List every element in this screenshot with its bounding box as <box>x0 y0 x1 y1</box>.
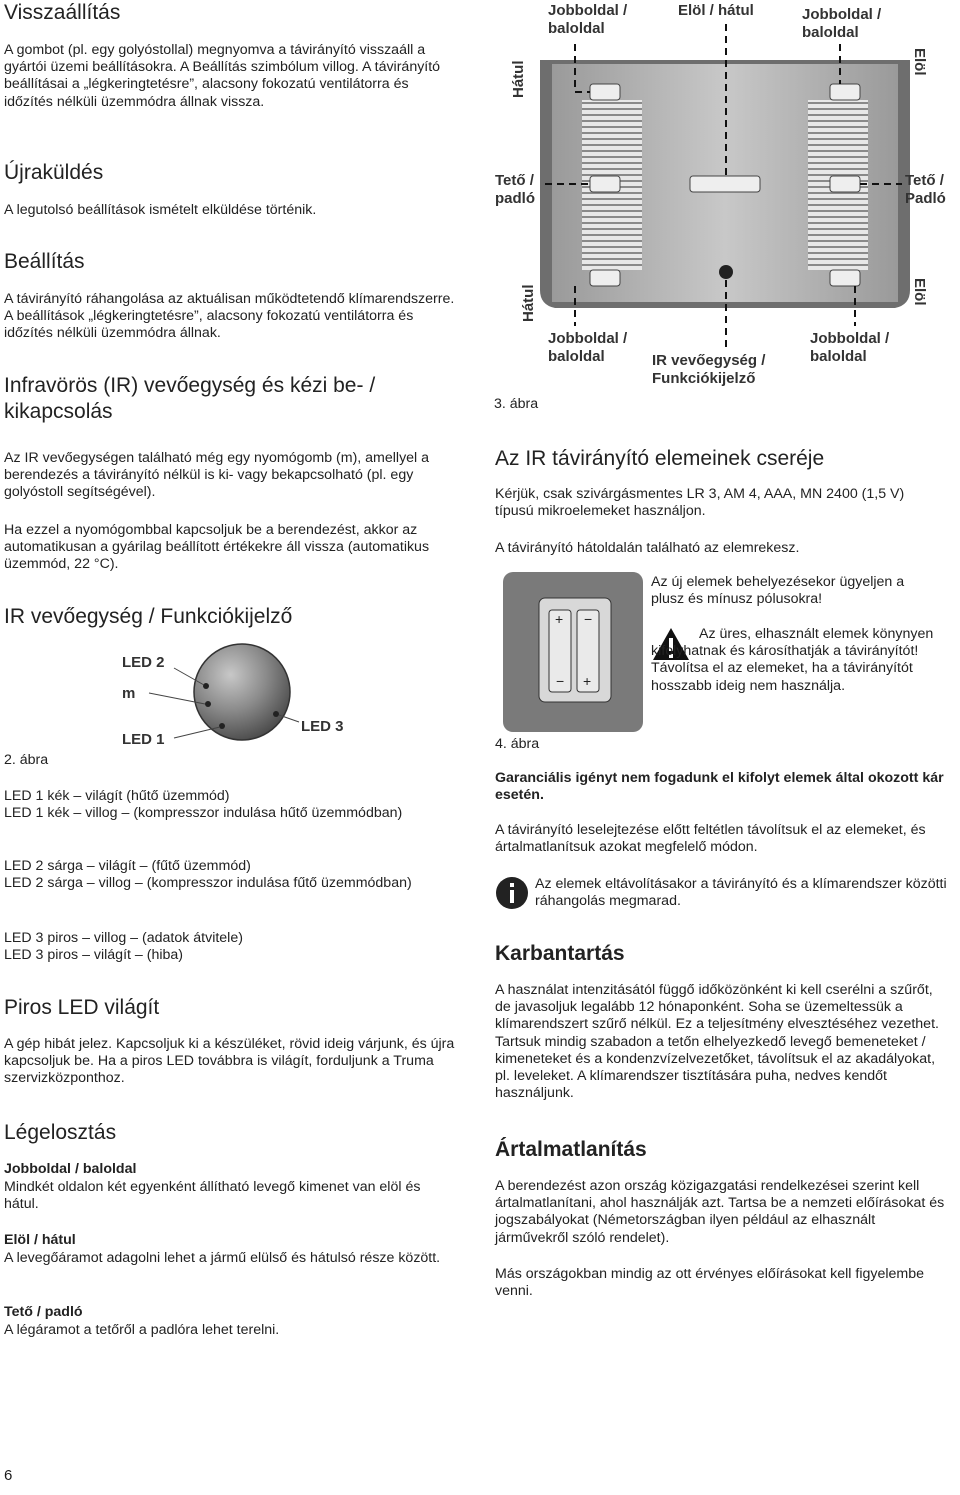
led2-description: LED 2 sárga – világít – (fűtő üzemmód) LED 2 sárga – villog – (kompresszor indulása fűtő üzemmódban) <box>4 858 412 892</box>
disposal-paragraph-1: A berendezést azon ország közigazgatási rendelkezései szerint kell ártalmatlanítani, ahol használják azt. Tartsa be a nemzeti előírásokat és jogszabályokat (Németországban ilyen például az elhasznált járművekről szóló rendelet). <box>495 1178 945 1246</box>
receiver-dome <box>194 644 290 740</box>
ir-paragraph-2: Ha ezzel a nyomógombbal kapcsoljuk be a berendezést, akkor az automatikusan a gyárilag beállított értékekre áll vissza (automatikus üzemmód, 22 °C). <box>4 522 430 573</box>
red-led-paragraph: A gép hibát jelez. Kapcsoljuk ki a készüléket, rövid ideig várjunk, és újra kapcsoljuk be. Ha a piros LED továbbra is világít, forduljunk a Truma szervizközponthoz. <box>4 1036 455 1087</box>
fig3-mid-right-label: Tető / Padló <box>905 172 946 207</box>
fig3-top-left-label: Jobboldal / baloldal <box>548 2 628 37</box>
remote-battery-compartment <box>503 568 653 733</box>
air-sub-side: Jobboldal / baloldal <box>4 1161 137 1177</box>
reset-title: Visszaállítás <box>4 1 121 24</box>
svg-text:+: + <box>555 611 564 627</box>
fig3-front-bottom-label: Elöl <box>911 278 928 306</box>
svg-text:+: + <box>583 673 592 689</box>
figure-4 <box>495 568 955 758</box>
air-front-back-paragraph: A levegőáramot adagolni lehet a jármű elülső és hátulsó része között. <box>4 1250 441 1266</box>
fig3-top-right-label: Jobboldal / baloldal <box>802 6 882 41</box>
info-icon <box>495 876 529 910</box>
slider-mid-left[interactable] <box>590 176 620 192</box>
slider-bottom-right[interactable] <box>830 270 860 286</box>
led3-dot <box>273 711 279 717</box>
air-sub-front-back: Elöl / hátul <box>4 1232 76 1248</box>
air-side-paragraph: Mindkét oldalon két egyenként állítható levegő kimenet van elöl és hátul. <box>4 1179 421 1213</box>
fig3-caption: 3. ábra <box>494 396 539 412</box>
slider-roof-floor[interactable] <box>690 176 760 192</box>
ir-receiver-dot <box>719 265 733 279</box>
setting-title: Beállítás <box>4 250 85 273</box>
ir-receiver-illustration <box>4 640 459 775</box>
resend-paragraph: A legutolsó beállítások ismételt elküldése történik. <box>4 202 317 218</box>
svg-text:−: − <box>556 673 565 689</box>
fig2-led1-label: LED 1 <box>122 731 165 748</box>
led3-description: LED 3 piros – villog – (adatok átvitele) LED 3 piros – világít – (hiba) <box>4 930 243 964</box>
page-number: 6 <box>4 1467 13 1484</box>
fig4-polarity-note: Az új elemek behelyezésekor ügyeljen a plusz és mínusz pólusokra! <box>651 574 905 608</box>
receiver-title: IR vevőegység / Funkciókijelző <box>4 605 293 628</box>
slider-top-right[interactable] <box>830 84 860 100</box>
fig3-back-bottom-label: Hátul <box>520 284 537 322</box>
air-roof-floor-paragraph: A légáramot a tetőről a padlóra lehet terelni. <box>4 1322 280 1338</box>
fig4-warning-text: Az üres, elhasznált elemek könynyen kifolyhatnak és károsíthatják a távirányítót! Távolítsa el az elemeket, ha a távirányítót hosszabb ideig nem használja. <box>651 626 934 694</box>
fig3-back-top-label: Hátul <box>510 60 527 98</box>
fig2-m-label: m <box>122 685 136 702</box>
red-led-title: Piros LED világít <box>4 996 160 1019</box>
fig3-top-mid-label: Elöl / hátul <box>678 2 754 19</box>
fig3-mid-left-label: Tető / padló <box>495 172 535 207</box>
figure-2 <box>4 640 459 775</box>
fig3-bottom-right-label: Jobboldal / baloldal <box>810 330 890 365</box>
disposal-paragraph-2: Más országokban mindig az ott érvényes előírásokat kell figyelembe venni. <box>495 1266 924 1300</box>
battery-title: Az IR távirányító elemeinek cseréje <box>495 447 825 470</box>
fig2-caption: 2. ábra <box>4 752 49 768</box>
disposal-title: Ártalmatlanítás <box>495 1138 647 1161</box>
resend-title: Újraküldés <box>4 161 104 184</box>
led1-dot <box>219 723 225 729</box>
info-paragraph: Az elemek eltávolításakor a távirányító és a klímarendszer közötti ráhangolás megmarad. <box>535 876 947 910</box>
battery-paragraph-1: Kérjük, csak szivárgásmentes LR 3, AM 4, AAA, MN 2400 (1,5 V) típusú mikroelemeket használjon. <box>495 486 905 520</box>
fig2-led3-label: LED 3 <box>301 718 344 735</box>
fig4-caption: 4. ábra <box>495 736 540 752</box>
reset-paragraph: A gombot (pl. egy golyóstollal) megnyomva a távirányító visszaáll a gyártói üzemi beállításokra. A Beállítás szimbólum villog. A távirányító beállításai a „légkeringtetésre”, alacsony fokozatú ventilátorra és időzítés nélküli üzemmódra állnak vissza. <box>4 42 441 110</box>
slider-mid-right[interactable] <box>830 176 860 192</box>
maintenance-paragraph: A használat intenzitásától függő időközönként ki kell cserélni a szűrőt, de javasoljuk legalább 12 hónaponként. Soha se üzemeltessük a klímarendszert szűrő nélkül. Ez a teljesítmény elvesztéséhez vezethet. Tartsuk mindig szabadon a tetőn elhelyezkedő levegő bemeneteket / kimeneteket és a kondenzvízelvezetőket, távolítsuk el az akadályokat, pl. leveleket. A klímarendszer tisztítására puha, nedves kendőt használjunk. <box>495 982 939 1102</box>
dispose-paragraph: A távirányító leselejtezése előtt feltétlen távolítsuk el az elemeket, és ártalmatlanítsuk azokat megfelelő módon. <box>495 822 926 856</box>
slider-top-left[interactable] <box>590 84 620 100</box>
fig3-front-top-label: Elöl <box>911 48 928 76</box>
button-m-dot <box>205 701 211 707</box>
setting-paragraph: A távirányító ráhangolása az aktuálisan működtetendő klímarendszerre. A beállítások „légkeringtetésre”, alacsony fokozatú ventilátorra és időzítés nélküli üzemmódra állnak. <box>4 291 455 342</box>
warranty-note: Garanciális igényt nem fogadunk el kifolyt elemek által okozott kár esetén. <box>495 770 944 804</box>
ir-paragraph-1: Az IR vevőegységen található még egy nyomógomb (m), amellyel a berendezés a távirányító nélkül is ki- vagy bekapcsolható (pl. egy golyóstoll segítségével). <box>4 450 430 501</box>
slider-bottom-left[interactable] <box>590 270 620 286</box>
led1-description: LED 1 kék – világít (hűtő üzemmód) LED 1 kék – villog – (kompresszor indulása hűtő üzemmódban) <box>4 788 403 822</box>
fig2-led2-label: LED 2 <box>122 654 165 671</box>
ir-title: Infravörös (IR) vevőegység és kézi be- / kikapcsolás <box>4 374 376 423</box>
svg-text:−: − <box>584 611 593 627</box>
led2-dot <box>203 683 209 689</box>
fig3-ir-receiver-label: IR vevőegység / Funkciókijelző <box>652 352 766 387</box>
fig3-bottom-left-label: Jobboldal / baloldal <box>548 330 628 365</box>
battery-paragraph-2: A távirányító hátoldalán található az elemrekesz. <box>495 540 800 556</box>
maintenance-title: Karbantartás <box>495 942 625 965</box>
air-sub-roof-floor: Tető / padló <box>4 1304 83 1320</box>
air-distribution-title: Légelosztás <box>4 1121 117 1144</box>
figure-3 <box>490 0 960 420</box>
